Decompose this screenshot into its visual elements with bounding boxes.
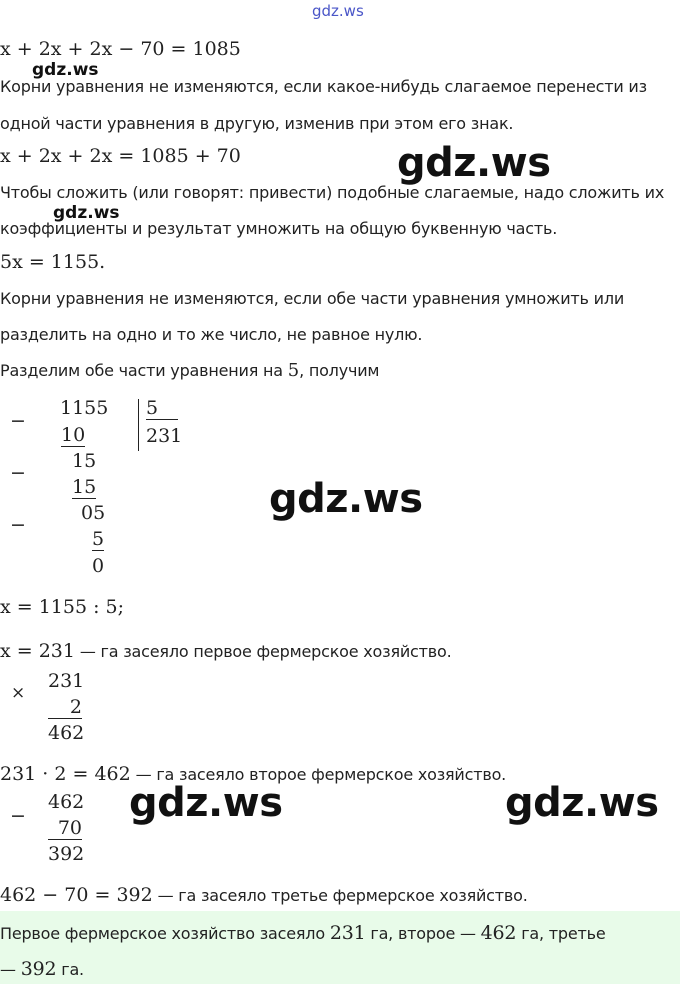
division-step-2-remainder: 15 xyxy=(72,450,97,472)
division-quotient: 231 xyxy=(146,425,183,447)
answer-line-2 xyxy=(0,958,84,980)
equation-1: x + 2x + 2x − 70 = 1085 xyxy=(0,38,241,60)
watermark-big-2: gdz.ws xyxy=(269,476,423,522)
answer-part-1: Первое фермерское хозяйство засеяло xyxy=(0,924,330,943)
equation-6: 231 · 2 = 462 xyxy=(0,763,131,785)
rule-2-line-a: Чтобы сложить (или говорят: привести) подобные слагаемые, надо сложить их xyxy=(0,183,665,202)
watermark-small-1: gdz.ws xyxy=(32,60,99,80)
multiplication-sign: × xyxy=(11,683,26,703)
division-step-2-subtrahend: 15 xyxy=(72,476,97,498)
equation-5: x = 231 xyxy=(0,640,75,662)
subtraction-sign: − xyxy=(10,805,26,827)
answer-value-1: 231 xyxy=(329,922,366,944)
division-step-3-subtrahend: 5 xyxy=(92,528,105,550)
division-dividend: 1155 xyxy=(60,397,109,419)
subtraction-a: 462 xyxy=(48,791,85,813)
equation-3: 5x = 1155. xyxy=(0,251,106,273)
equation-7-text: — га засеяло третье фермерское хозяйство. xyxy=(152,886,528,905)
watermark-top: gdz.ws xyxy=(312,2,364,20)
watermark-big-1: gdz.ws xyxy=(397,140,551,186)
equation-4: x = 1155 : 5; xyxy=(0,596,125,618)
divide-number: 5 xyxy=(287,360,300,381)
division-minus-3: − xyxy=(10,514,26,536)
rule-1-line-b: одной части уравнения в другую, изменив при этом его знак. xyxy=(0,114,514,133)
divide-tail: , получим xyxy=(299,361,380,380)
subtraction-b: 70 xyxy=(48,817,82,840)
result-line-1 xyxy=(0,640,451,662)
equation-5-text: — га засеяло первое фермерское хозяйство. xyxy=(74,642,452,661)
watermark-big-4: gdz.ws xyxy=(505,780,659,826)
answer-part-5: га. xyxy=(56,960,84,979)
answer-part-2: га, второе — xyxy=(365,924,481,943)
division-minus-1: − xyxy=(10,410,26,432)
division-vertical-line xyxy=(138,399,139,451)
answer-value-3: 392 xyxy=(20,958,57,980)
watermark-big-3: gdz.ws xyxy=(129,780,283,826)
answer-line-1 xyxy=(0,922,606,944)
division-minus-2: − xyxy=(10,462,26,484)
division-divisor: 5 xyxy=(146,397,178,420)
division-step-1-subtrahend: 10 xyxy=(61,424,86,446)
division-step-3-remainder: 05 xyxy=(81,502,106,524)
answer-part-4: — xyxy=(0,960,21,979)
watermark-small-2: gdz.ws xyxy=(53,203,120,223)
divide-text: Разделим обе части уравнения на xyxy=(0,361,283,380)
multiplication-result: 462 xyxy=(48,722,85,744)
equation-7: 462 − 70 = 392 xyxy=(0,884,153,906)
divide-sentence xyxy=(0,360,379,381)
subtraction-result: 392 xyxy=(48,843,85,865)
answer-part-3: га, третье xyxy=(516,924,606,943)
result-line-3 xyxy=(0,884,528,906)
rule-3-line-b: разделить на одно и то же число, не равное нулю. xyxy=(0,325,423,344)
rule-2-line-b: коэффициенты и результат умножить на общую буквенную часть. xyxy=(0,219,558,238)
rule-1-line-a: Корни уравнения не изменяются, если какое-нибудь слагаемое перенести из xyxy=(0,77,647,96)
rule-3-line-a: Корни уравнения не изменяются, если обе части уравнения умножить или xyxy=(0,289,625,308)
equation-2: x + 2x + 2x = 1085 + 70 xyxy=(0,145,241,167)
answer-value-2: 462 xyxy=(480,922,517,944)
equation-6-text: — га засеяло второе фермерское хозяйство. xyxy=(130,765,507,784)
multiplication-b: 2 xyxy=(48,696,82,719)
multiplication-a: 231 xyxy=(48,670,85,692)
division-remainder: 0 xyxy=(92,555,105,577)
